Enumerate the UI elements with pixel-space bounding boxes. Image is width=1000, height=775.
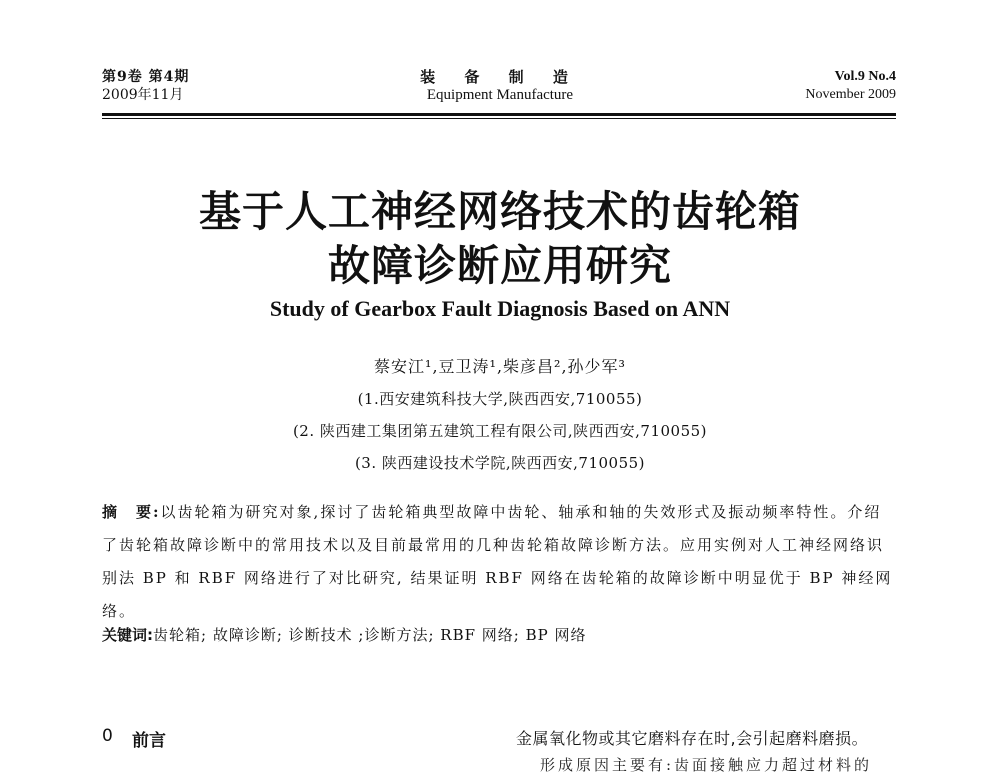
journal-name-cn: 装 备 制 造 — [420, 68, 580, 86]
paper-title-english: Study of Gearbox Fault Diagnosis Based on ANN — [269, 296, 731, 321]
right-column-text-cut: 形成原因主要有:齿面接触应力超过材料的 — [540, 756, 873, 774]
abstract — [102, 496, 896, 628]
header-rule-thin — [102, 118, 896, 119]
paper-title-line1: 基于人工神经网络技术的齿轮箱 — [198, 187, 801, 236]
affiliation-1: (1.西安建筑科技大学,陕西西安,710055) — [357, 390, 643, 408]
author-list: 蔡安江¹,豆卫涛¹,柴彦昌²,孙少军³ — [374, 357, 626, 376]
affiliation-3: (3. 陕西建设技术学院,陕西西安,710055) — [354, 454, 646, 472]
journal-name-en: Equipment Manufacture — [426, 87, 574, 103]
volume-issue-cn: 第9卷 第4期 — [102, 69, 190, 85]
keywords — [102, 624, 896, 645]
abstract-label: 摘 要: — [102, 503, 161, 521]
keywords-text: 齿轮箱; 故障诊断; 诊断技术 ;诊断方法; RBF 网络; BP 网络 — [153, 626, 587, 644]
journal-issue-en — [805, 68, 896, 104]
abstract-text: 以齿轮箱为研究对象,探讨了齿轮箱典型故障中齿轮、轴承和轴的失效形式及振动频率特性。介绍了齿轮箱故障诊断中的常用技术以及目前最常用的几种齿轮箱故障诊断方法。应用实例对人工神经网络识别法 BP 和 RBF 网络进行了对比研究, 结果证明 RBF 网络在齿轮箱的故障诊断中明显优于 BP 神经网络。 — [102, 503, 893, 620]
header-rule-thick — [102, 113, 896, 116]
date-en: November 2009 — [805, 87, 896, 102]
affiliation-2: (2. 陕西建工集团第五建筑工程有限公司,陕西西安,710055) — [292, 422, 708, 440]
keywords-label: 关键词: — [102, 626, 153, 644]
date-cn: 2009年11月 — [102, 87, 184, 103]
paper-title-line2: 故障诊断应用研究 — [327, 241, 672, 290]
volume-issue-en: Vol.9 No.4 — [834, 69, 896, 84]
right-column-text: 金属氧化物或其它磨料存在时,会引起磨料磨损。 — [516, 729, 869, 748]
section-title: 前言 — [132, 731, 166, 751]
section-number: 0 — [102, 726, 113, 746]
